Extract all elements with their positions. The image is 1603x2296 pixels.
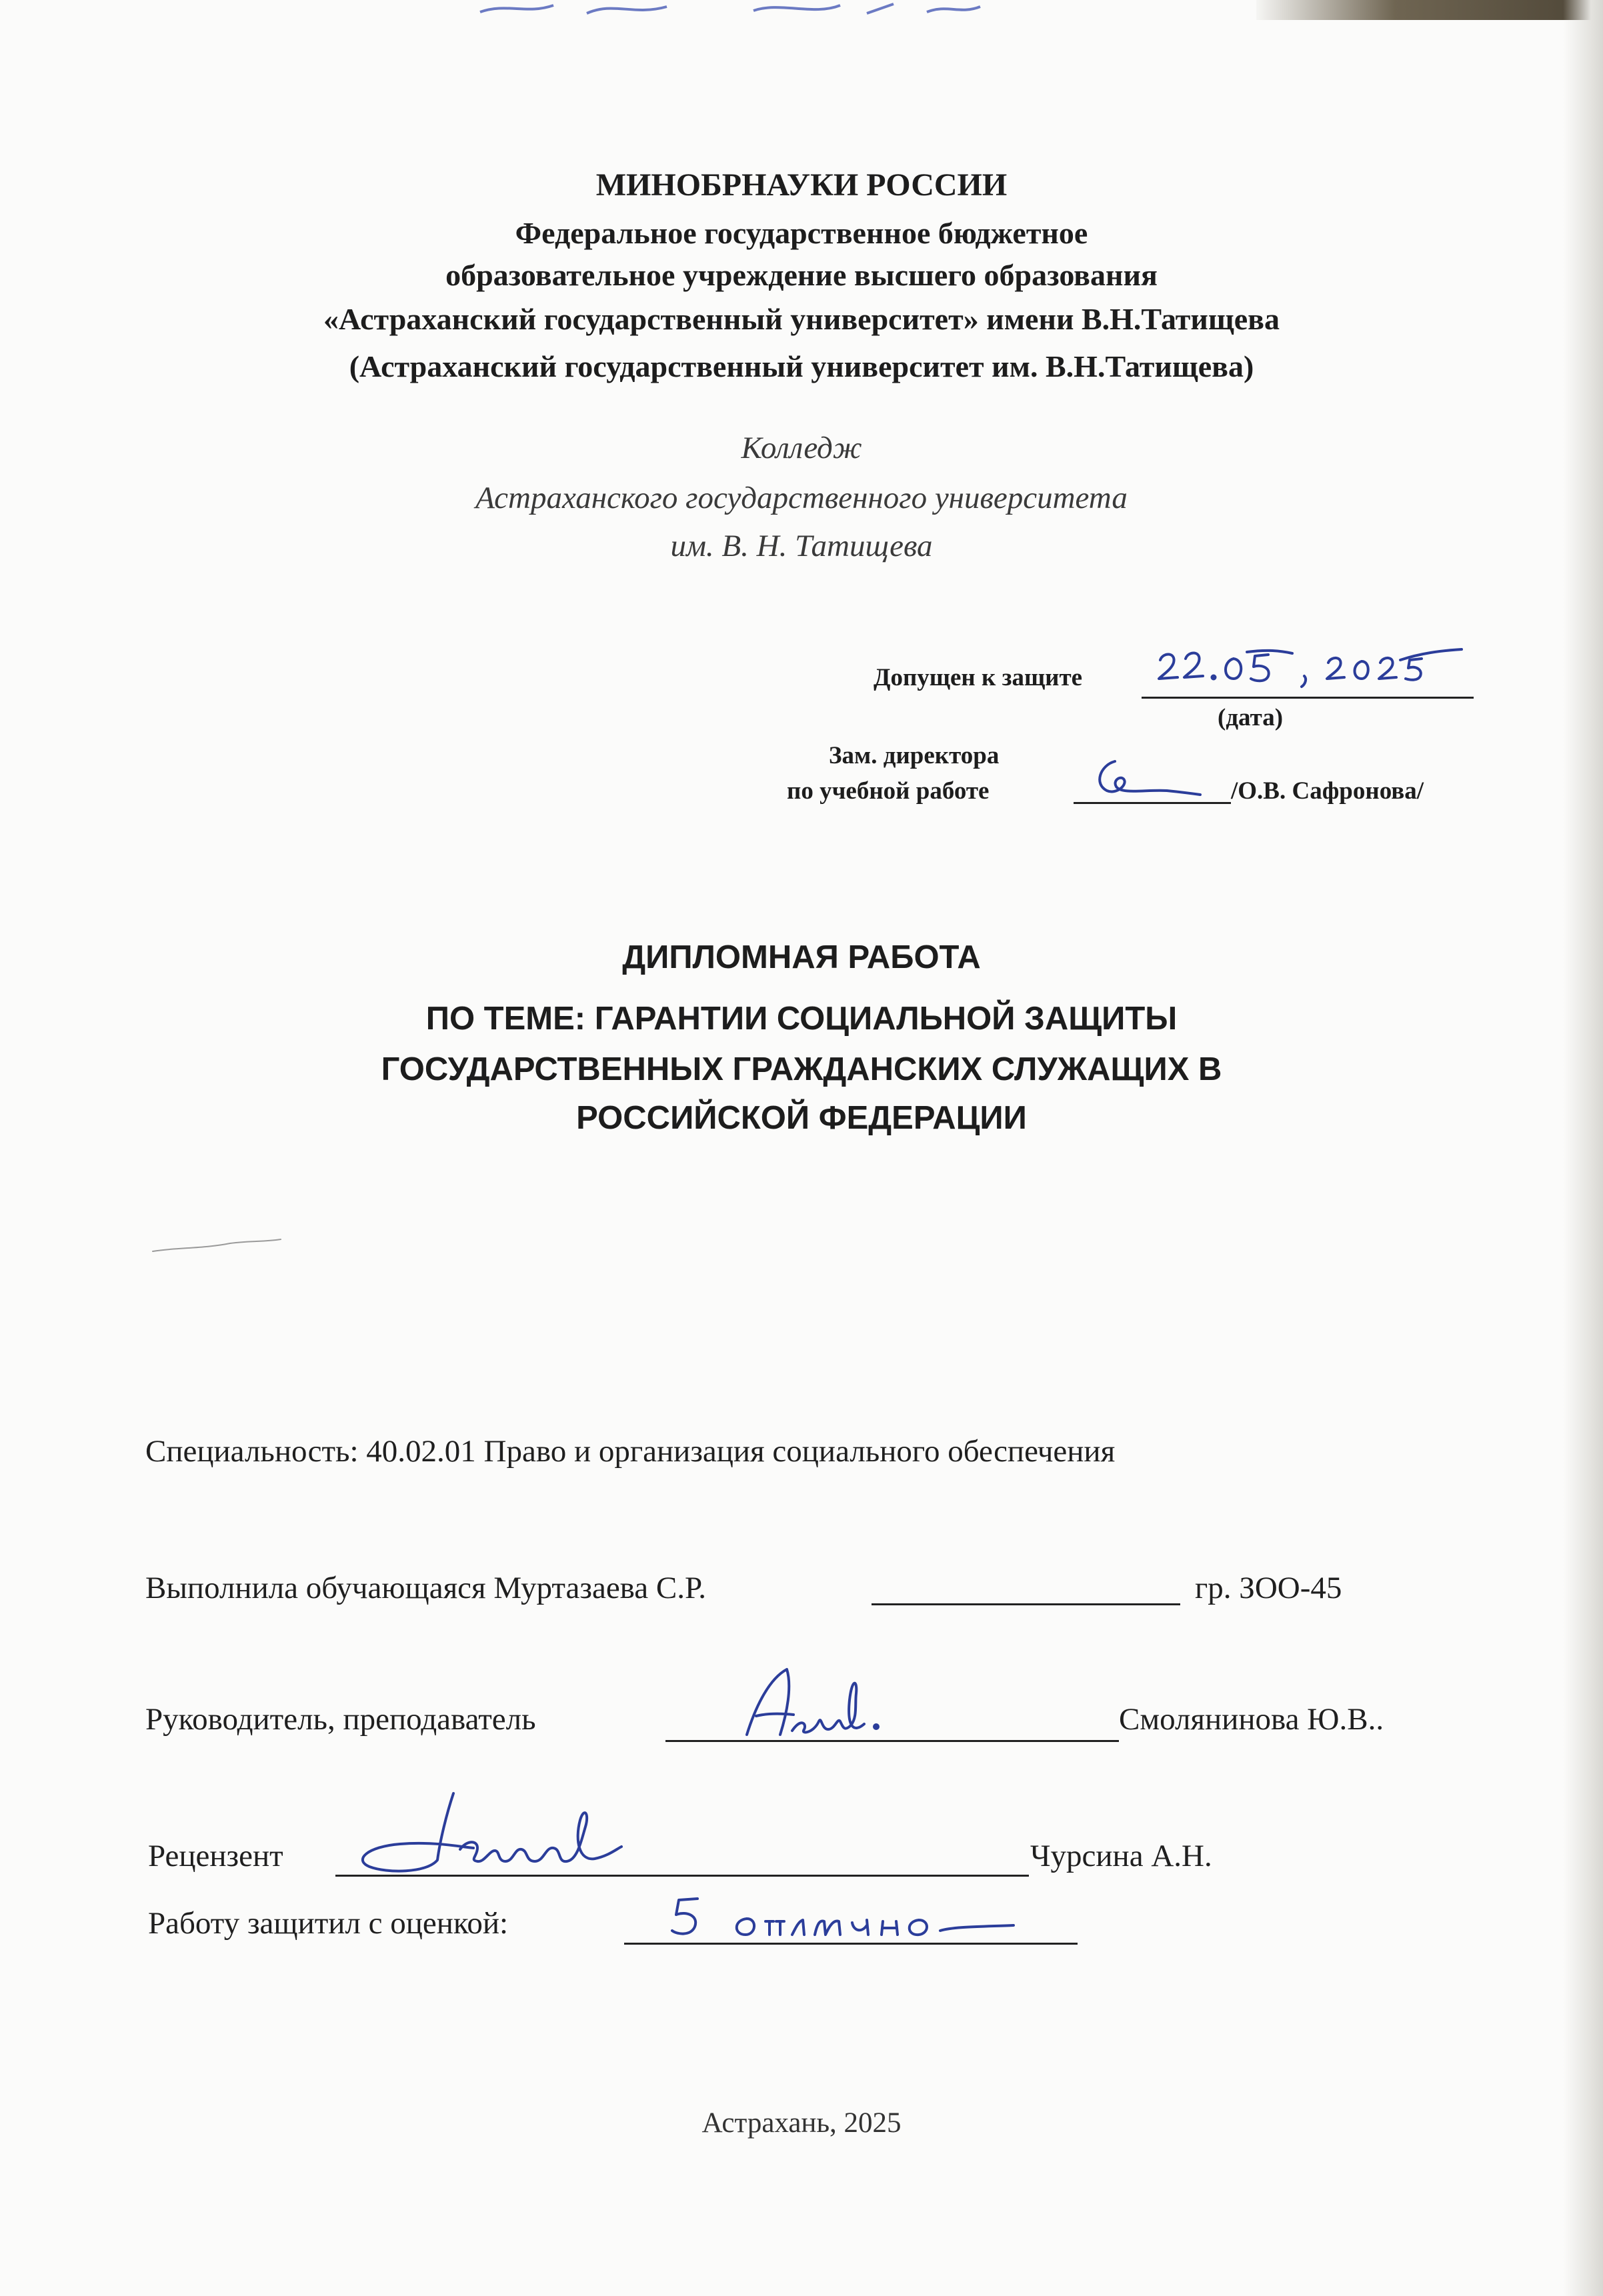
supervisor-signature: [740, 1660, 894, 1747]
reviewer-signature: [347, 1787, 627, 1887]
city-year: Астрахань, 2025: [701, 2107, 902, 2139]
header-line-1: Федеральное государственное бюджетное: [515, 216, 1088, 250]
handwritten-date: [1154, 645, 1467, 699]
header-line-4: (Астраханский государственный университет им. В.Н.Татищева): [349, 349, 1254, 383]
reviewer-name: Чурсина А.Н.: [1030, 1839, 1212, 1873]
deputy-line-1: Зам. директора: [829, 742, 1000, 769]
group-label: гр. ЗОО-45: [1195, 1571, 1342, 1605]
performed-by-underline: [872, 1603, 1180, 1605]
deputy-name: /О.В. Сафронова/: [1231, 777, 1424, 805]
deputy-line-2: по учебной работе: [787, 777, 990, 805]
specialty-line: Специальность: 40.02.01 Право и организация социального обеспечения: [145, 1434, 1116, 1469]
supervisor-label: Руководитель, преподаватель: [145, 1702, 536, 1737]
supervisor-name: Смолянинова Ю.В..: [1119, 1702, 1384, 1737]
header-line-3: «Астраханский государственный университет» имени В.Н.Татищева: [323, 302, 1280, 336]
handwritten-grade: [667, 1893, 1040, 1947]
top-stamp-remnant: [467, 0, 987, 17]
pencil-mark: [150, 1237, 283, 1257]
ministry-title: МИНОБРНАУКИ РОССИИ: [595, 167, 1008, 203]
thesis-topic-line-3: РОССИЙСКОЙ ФЕДЕРАЦИИ: [576, 1100, 1027, 1136]
photo-background-strip: [1256, 0, 1603, 20]
college-line-2: Астраханского государственного университета: [475, 481, 1128, 515]
date-caption: (дата): [1218, 704, 1284, 731]
grade-label: Работу защитил с оценкой:: [148, 1906, 509, 1941]
page-edge-shadow: [1563, 0, 1603, 2296]
thesis-type: ДИПЛОМНАЯ РАБОТА: [622, 939, 981, 975]
performed-by-label: Выполнила обучающаяся Муртазаева С.Р.: [145, 1571, 706, 1605]
deputy-signature: [1087, 753, 1207, 807]
thesis-topic-line-1: ПО ТЕМЕ: ГАРАНТИИ СОЦИАЛЬНОЙ ЗАЩИТЫ: [425, 1001, 1178, 1037]
reviewer-label: Рецензент: [148, 1839, 283, 1873]
thesis-topic-line-2: ГОСУДАРСТВЕННЫХ ГРАЖДАНСКИХ СЛУЖАЩИХ В: [381, 1051, 1222, 1087]
admitted-label: Допущен к защите: [874, 664, 1083, 691]
college-line-3: им. В. Н. Татищева: [670, 529, 933, 563]
header-line-2: образовательное учреждение высшего образования: [445, 258, 1158, 292]
college-line-1: Колледж: [741, 431, 862, 465]
